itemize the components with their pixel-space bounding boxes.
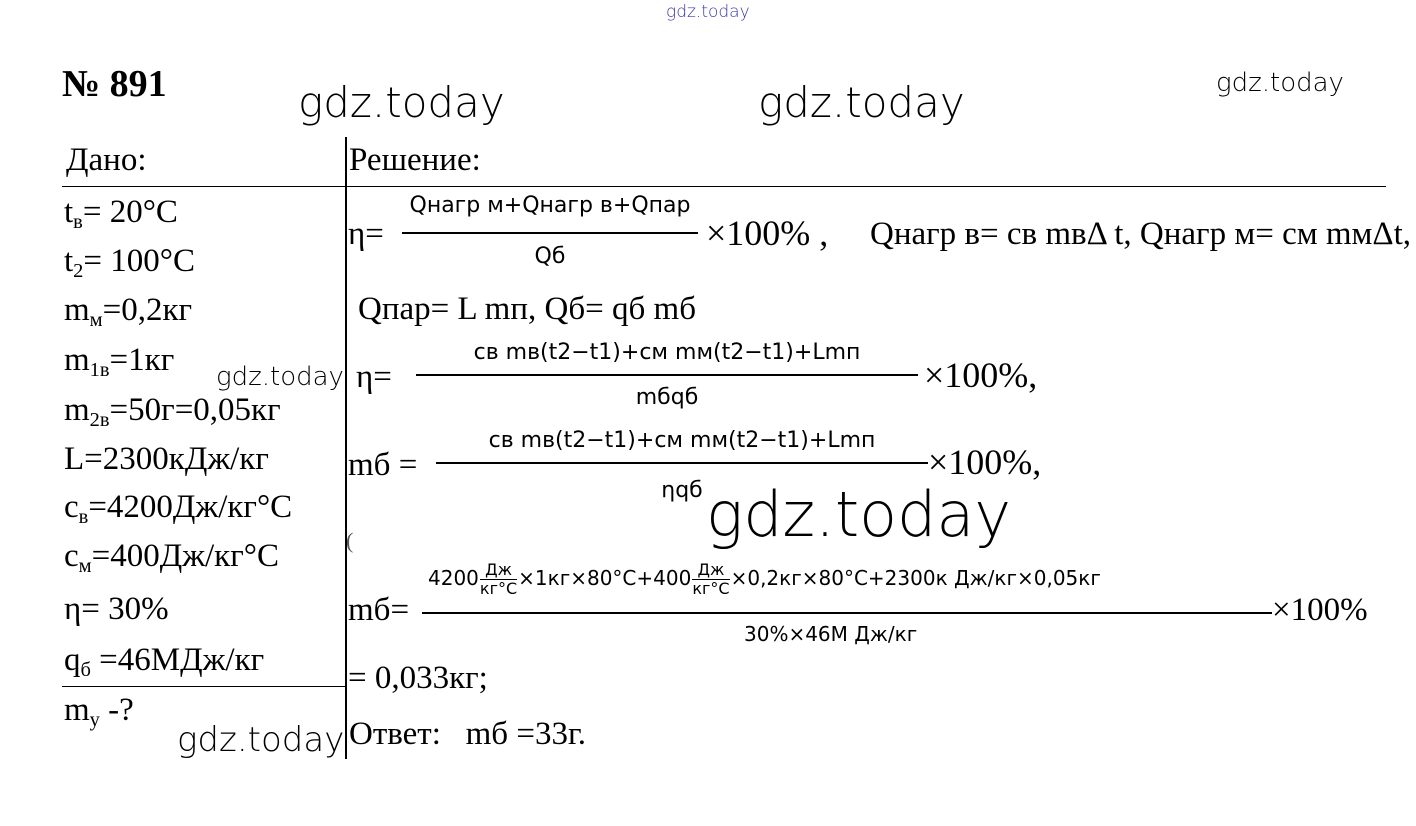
- given-item: $m_{1в}=1кг$: [64, 342, 175, 382]
- given-item: $c_м=400Дж/кг^\circ C$: [64, 538, 279, 578]
- eq3-numerator: cв mв(t2−t1)+cм mм(t2−t1)+Lmп: [473, 340, 861, 365]
- given-item: $m_{2в}=50г=0,05кг$: [64, 392, 281, 432]
- eq5-tail: ×100%: [1272, 592, 1368, 628]
- watermark: gdz.today: [298, 78, 505, 127]
- eq3-denominator: mбqб: [635, 385, 699, 410]
- result: = 0,033кг;: [348, 660, 488, 696]
- eq3-fraction-bar: [416, 374, 918, 376]
- eq1-definitions: Qнагр в= cв mвΔ t, Qнагр м= cм mмΔt,: [870, 216, 1412, 252]
- watermark: gdz.today: [177, 720, 345, 760]
- eq4-tail: ×100%,: [928, 442, 1042, 482]
- stray-mark: (: [346, 528, 354, 553]
- problem-number: № 891: [62, 63, 167, 105]
- given-item: $t_в= 20^\circ C$: [64, 194, 178, 234]
- eq5-numerator: 4200 Дж кг°C ×1кг×80°C+400 Дж кг°C ×0,2кг×80°C+2300к Дж/кг×0,05кг: [428, 560, 1101, 598]
- eq2: Qпар= L mп, Qб= qб mб: [358, 291, 696, 327]
- given-header-underline: [62, 186, 1386, 187]
- eq1-fraction-bar: [402, 232, 698, 234]
- eq5-fraction-bar: [422, 612, 1272, 614]
- eq1-denominator: Qб: [534, 244, 566, 269]
- given-item: L=2300кДж/кг: [64, 441, 269, 477]
- watermark: gdz.today: [216, 362, 344, 392]
- answer: Ответ: mб =33г.: [349, 716, 587, 752]
- eq4-fraction-bar: [436, 462, 928, 464]
- given-item: $t_2= 100^\circ C$: [64, 243, 195, 283]
- given-item: $q_б =46МДж/кг$: [64, 642, 265, 682]
- given-item: η= 30%: [64, 591, 169, 627]
- solution-title: Решение:: [349, 142, 481, 178]
- given-title: Дано:: [66, 142, 147, 178]
- table-vertical-divider: [345, 137, 347, 759]
- watermark: gdz.today: [1216, 68, 1344, 98]
- eq4-numerator: cв mв(t2−t1)+cм mм(t2−t1)+Lmп: [488, 428, 876, 453]
- watermark: gdz.today: [706, 478, 1012, 551]
- given-item: $c_в=4200Дж/кг^\circ C$: [64, 489, 293, 529]
- eq4-lhs: mб =: [348, 447, 418, 483]
- find-item: $m_у$ -?: [64, 692, 134, 732]
- given-find-divider: [62, 686, 345, 687]
- unit-fraction: Дж кг°C: [692, 560, 730, 598]
- eq4-denominator: ηqб: [661, 478, 703, 503]
- eq1-lhs: η=: [348, 216, 384, 252]
- eq5-lhs: mб=: [348, 592, 410, 628]
- unit-fraction: Дж кг°C: [479, 560, 518, 598]
- given-item: $m_м=0,2кг$: [64, 292, 193, 332]
- eq3-tail: ×100%,: [924, 355, 1038, 395]
- top-watermark: gdz.today: [666, 2, 750, 22]
- eq1-tail: ×100% ,: [706, 213, 829, 253]
- eq5-denominator: 30%×46М Дж/кг: [744, 622, 918, 646]
- watermark: gdz.today: [758, 78, 965, 127]
- eq3-lhs: η=: [356, 359, 392, 395]
- eq1-numerator: Qнагр м+Qнагр в+Qпар: [409, 193, 691, 218]
